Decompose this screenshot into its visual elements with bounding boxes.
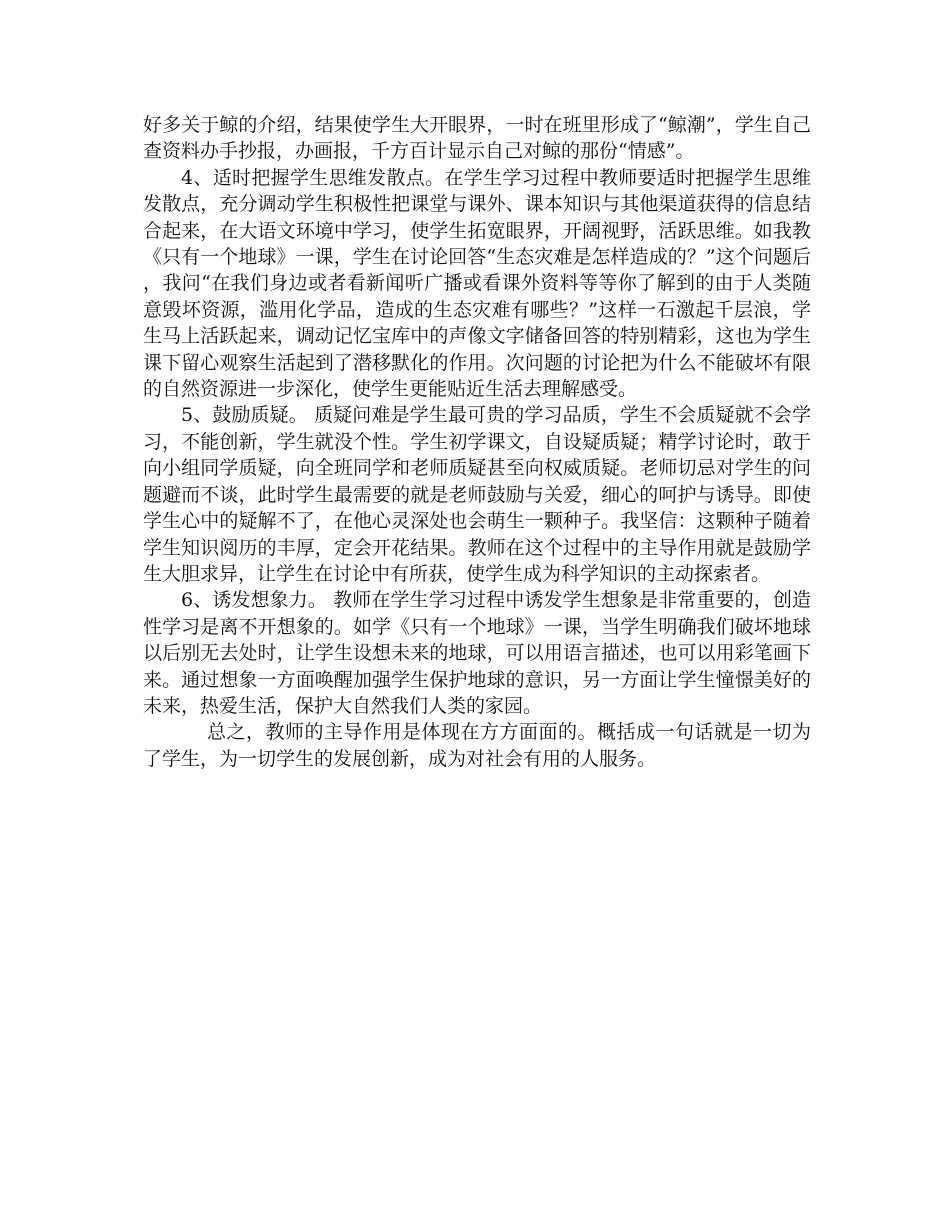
- paragraph-point-5: 5、鼓励质疑。 质疑问难是学生最可贵的学习品质，学生不会质疑就不会学习，不能创新，学生就没个性。学生初学课文，自设疑质疑；精学讨论时，敢于向小组同学质疑，向全班同学和老师质疑甚至向权威质疑。老师切忌对学生的问题避而不谈，此时学生最需要的就是老师鼓励与关爱，细心的呵护与诱导。即使学生心中的疑解不了，在他心灵深处也会萌生一颗种子。我坚信：这颗种子随着学生知识阅历的丰厚，定会开花结果。教师在这个过程中的主导作用就是鼓励学生大胆求异，让学生在讨论中有所获，使学生成为科学知识的主动探索者。: [143, 404, 811, 585]
- paragraph-conclusion: 总之，教师的主导作用是体现在方方面面的。概括成一句话就是一切为了学生，为一切学生的发展创新，成为对社会有用的人服务。: [143, 721, 811, 770]
- paragraph-point-4: 4、适时把握学生思维发散点。在学生学习过程中教师要适时把握学生思维发散点，充分调动学生积极性把课堂与课外、课本知识与其他渠道获得的信息结合起来，在大语文环境中学习，使学生拓宽眼界，开阔视野，活跃思维。如我教《只有一个地球》一课，学生在讨论回答“生态灾难是怎样造成的？”这个问题后，我问“在我们身边或者看新闻听广播或看课外资料等等你了解到的由于人类随意毁坏资源，滥用化学品，造成的生态灾难有哪些？”这样一石激起千层浪，学生马上活跃起来，调动记忆宝库中的声像文字储备回答的特别精彩，这也为学生课下留心观察生活起到了潜移默化的作用。次问题的讨论把为什么不能破坏有限的自然资源进一步深化，使学生更能贴近生活去理解感受。: [143, 166, 811, 401]
- document-body: [143, 112, 811, 772]
- paragraph-intro-continuation: 好多关于鲸的介绍，结果使学生大开眼界，一时在班里形成了“鲸潮”，学生自己查资料办手抄报，办画报，千方百计显示自己对鲸的那份“情感”。: [143, 114, 811, 163]
- paragraph-point-6: 6、诱发想象力。 教师在学生学习过程中诱发学生想象是非常重要的，创造性学习是离不开想象的。如学《只有一个地球》一课，当学生明确我们破坏地球以后别无去处时，让学生设想未来的地球，可以用语言描述，也可以用彩笔画下来。通过想象一方面唤醒加强学生保护地球的意识，另一方面让学生憧憬美好的未来，热爱生活，保护大自然我们人类的家园。: [143, 589, 811, 717]
